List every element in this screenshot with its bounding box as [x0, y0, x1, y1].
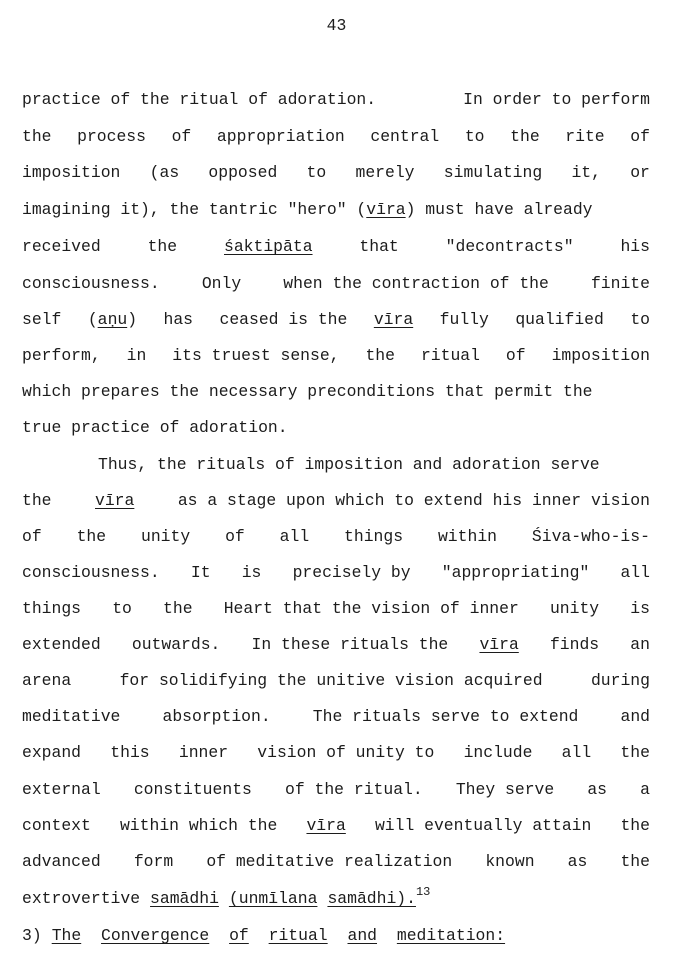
word: to — [464, 127, 485, 146]
word: is — [630, 599, 650, 618]
text-line — [22, 815, 650, 837]
text-line — [22, 598, 650, 620]
text-segment: ceased is the — [219, 310, 348, 329]
word: imposition — [22, 163, 121, 182]
text-segment: The rituals serve to extend — [312, 707, 579, 726]
heading-word: The — [51, 926, 82, 945]
text-line — [22, 562, 650, 584]
word: an — [630, 635, 650, 654]
word: self — [22, 310, 62, 329]
text-segment: They serve — [455, 780, 555, 799]
text-line — [22, 779, 650, 801]
word: It — [190, 563, 211, 582]
word: the — [147, 237, 178, 256]
word: of — [505, 346, 526, 365]
text-line — [22, 634, 650, 656]
word: within — [437, 527, 497, 546]
word: the — [22, 491, 52, 510]
text-segment: which prepares the necessary preconditions that permit the — [22, 382, 593, 401]
text-segment: within which the — [119, 816, 278, 835]
word: the — [365, 346, 395, 365]
word: extended — [22, 635, 101, 654]
word: consciousness. — [22, 563, 160, 582]
word: constituents — [133, 780, 252, 799]
text-segment: for solidifying the unitive vision acquired — [119, 671, 543, 690]
sanskrit-term: aṇu — [97, 310, 128, 329]
text-line — [22, 162, 650, 184]
word: all — [561, 743, 592, 762]
word: unity — [140, 527, 191, 546]
heading-word: ritual — [268, 926, 328, 945]
word: a — [640, 780, 650, 799]
sanskrit-term: vīra — [366, 200, 406, 219]
word: the — [620, 743, 650, 762]
word: advanced — [22, 852, 101, 871]
sanskrit-term: vīra — [373, 310, 414, 329]
word: opposed — [208, 163, 278, 182]
word: it, — [571, 163, 601, 182]
text-line — [22, 236, 650, 258]
word: the — [76, 527, 107, 546]
sanskrit-term: vīra — [306, 816, 346, 835]
word: "appropriating" — [441, 563, 590, 582]
word: absorption. — [162, 707, 271, 726]
text-segment: vision of unity to — [257, 743, 435, 762]
heading-word: of — [229, 926, 249, 945]
heading-text — [22, 925, 505, 947]
sanskrit-term: vīra — [479, 635, 519, 654]
text-line — [22, 309, 650, 331]
word: "decontracts" — [445, 237, 574, 256]
text-segment: of meditative realization — [206, 852, 453, 871]
word: rite — [565, 127, 605, 146]
word: things — [344, 527, 404, 546]
word: as — [587, 780, 608, 799]
word: is — [241, 563, 262, 582]
text-line — [98, 454, 650, 476]
word: to — [306, 163, 327, 182]
word: form — [133, 852, 174, 871]
word: perform, — [22, 346, 101, 365]
word: of — [630, 127, 650, 146]
word: the — [620, 852, 650, 871]
text-line — [22, 526, 650, 548]
word: during — [590, 671, 650, 690]
word: simulating — [443, 163, 543, 182]
word: has — [163, 310, 194, 329]
word: all — [279, 527, 310, 546]
text-line — [22, 490, 650, 512]
word: extrovertive — [22, 889, 141, 908]
text-line — [22, 670, 650, 692]
sanskrit-term: (unmīlana — [228, 889, 318, 908]
word: to — [630, 310, 650, 329]
word: in — [126, 346, 147, 365]
word: Śiva-who-is- — [531, 527, 650, 546]
text-segment: In order to perform — [463, 90, 650, 109]
word: things — [22, 599, 82, 618]
word: known — [485, 852, 535, 871]
text-line — [22, 706, 650, 728]
text-segment: of the ritual. — [285, 780, 423, 799]
word: and — [620, 707, 650, 726]
word: include — [463, 743, 533, 762]
word — [327, 885, 431, 910]
sanskrit-term: vīra — [95, 491, 135, 510]
text-line — [22, 381, 650, 403]
text-segment: In these rituals the — [251, 635, 449, 654]
word: of — [22, 527, 42, 546]
sanskrit-term: śaktipāta — [224, 237, 313, 256]
word: his — [620, 237, 650, 256]
word: central — [370, 127, 440, 146]
word: expand — [22, 743, 82, 762]
word: outwards. — [131, 635, 221, 654]
word: all — [620, 563, 650, 582]
text-segment: when the contraction of the — [283, 274, 549, 293]
text-line — [22, 417, 650, 439]
word: of — [171, 127, 192, 146]
word: (aṇu) — [87, 310, 138, 329]
word: process — [77, 127, 146, 146]
word: Only — [201, 274, 242, 293]
text-segment: practice of the ritual of adoration. — [22, 90, 377, 109]
word: finite — [590, 274, 650, 293]
text-segment: will eventually attain — [374, 816, 592, 835]
word: context — [22, 816, 91, 835]
word: fully — [439, 310, 489, 329]
heading-word: and — [347, 926, 378, 945]
word: consciousness. — [22, 274, 160, 293]
text-segment: its truest sense, — [172, 346, 340, 365]
sanskrit-term: samādhi — [150, 889, 219, 908]
sanskrit-term: samādhi). — [327, 889, 416, 908]
heading-word: meditation: — [396, 926, 506, 945]
text-line — [22, 126, 650, 148]
heading-word: Convergence — [101, 926, 210, 945]
text-segment: Heart that the vision of inner — [223, 599, 519, 618]
text-line — [22, 742, 650, 764]
text-line — [22, 89, 650, 111]
word: unity — [549, 599, 600, 618]
word: inner — [178, 743, 229, 762]
word: meditative — [22, 707, 121, 726]
word: to — [112, 599, 132, 618]
word: the — [620, 816, 650, 835]
word: imposition — [551, 346, 650, 365]
word: merely — [355, 163, 415, 182]
text-segment: as a stage upon which to extend his inner vision — [177, 491, 650, 510]
text-segment: Thus, the rituals of imposition and adoration serve — [98, 455, 600, 474]
text-segment: precisely by — [292, 563, 411, 582]
word: or — [630, 163, 650, 182]
text-line — [22, 851, 650, 873]
text-segment: true practice of adoration. — [22, 418, 288, 437]
word: appropriation — [216, 127, 345, 146]
footnote-marker[interactable]: 13 — [415, 885, 431, 899]
word: received — [22, 237, 101, 256]
word: finds — [549, 635, 600, 654]
text-segment: imagining it), the tantric "hero" (vīra) must have already — [22, 200, 593, 219]
word: the — [22, 127, 52, 146]
word: as — [567, 852, 588, 871]
text-line — [22, 199, 650, 221]
word: of — [225, 527, 245, 546]
word: arena — [22, 671, 72, 690]
word: external — [22, 780, 101, 799]
word: that — [359, 237, 399, 256]
word: ritual — [420, 346, 480, 365]
text-line — [22, 345, 650, 367]
page-number: 43 — [326, 16, 347, 35]
heading-number: 3) — [22, 926, 42, 945]
word: the — [163, 599, 193, 618]
word: qualified — [515, 310, 604, 329]
section-heading — [22, 925, 650, 947]
text-line — [22, 885, 650, 910]
text-line — [22, 273, 650, 295]
word: (as — [149, 163, 180, 182]
word: the — [510, 127, 540, 146]
word: this — [110, 743, 150, 762]
